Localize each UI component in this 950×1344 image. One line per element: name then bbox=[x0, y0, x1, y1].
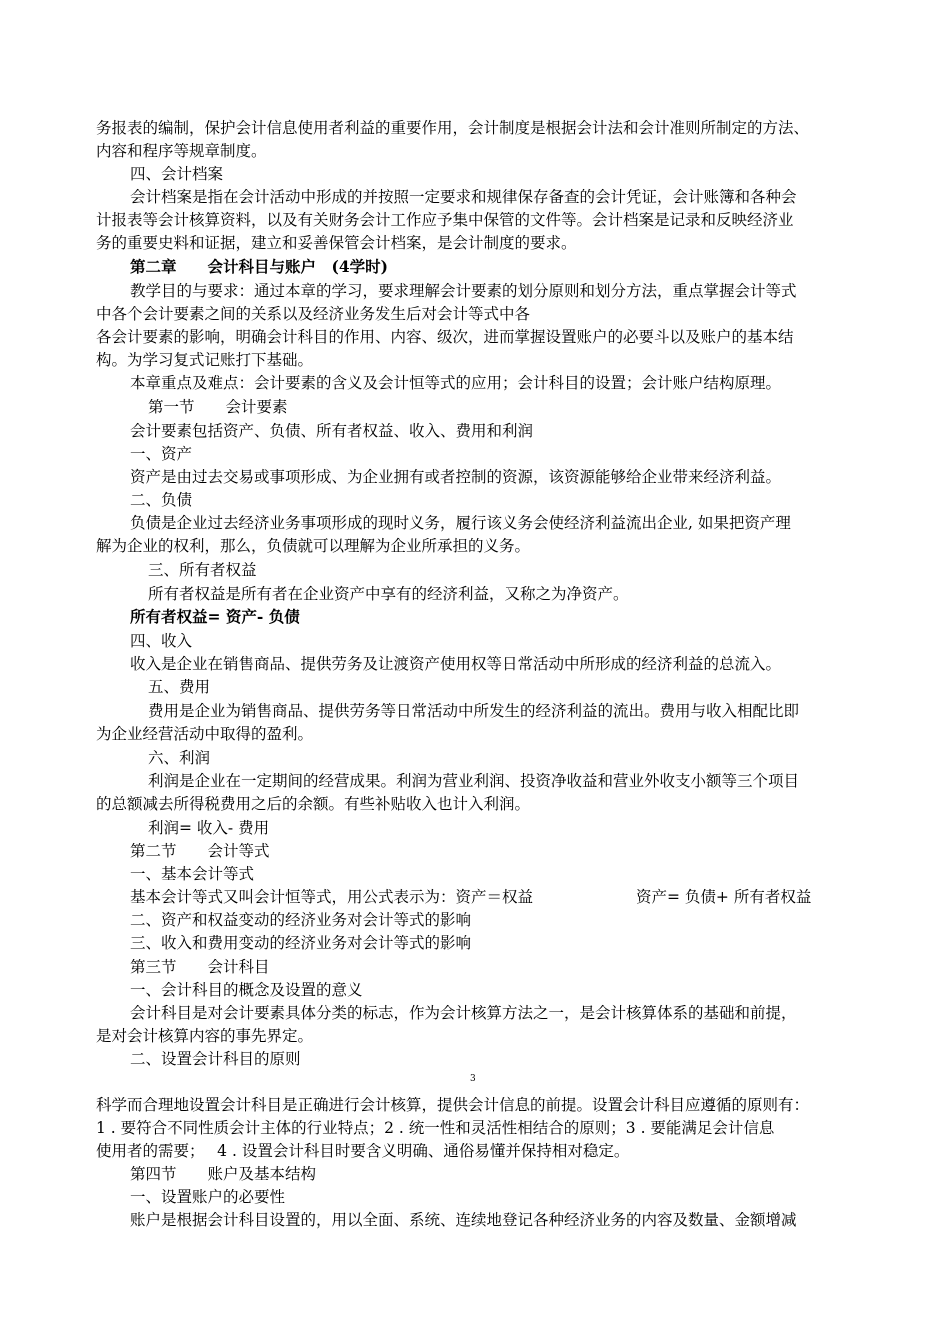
section-heading: 第二节 会计等式 bbox=[130, 842, 270, 860]
section-heading: 五、费用 bbox=[148, 678, 211, 696]
text-line: 的总额减去所得税费用之后的余额。有些补贴收入也计入利润。 bbox=[96, 795, 531, 813]
text-line: 收入是企业在销售商品、提供劳务及让渡资产使用权等日常活动中所形成的经济利益的总流入。 bbox=[130, 655, 782, 673]
text-line: 会计要素包括资产、负债、所有者权益、收入、费用和利润 bbox=[130, 422, 534, 440]
text-line: 为企业经营活动中取得的盈利。 bbox=[96, 725, 314, 743]
text-line: 会计科目是对会计要素具体分类的标志，作为会计核算方法之一，是会计核算体系的基础和前提， bbox=[130, 1004, 797, 1022]
section-heading: 第一节 会计要素 bbox=[148, 398, 288, 416]
text-line: 务的重要史料和证据，建立和妥善保管会计档案，是会计制度的要求。 bbox=[96, 234, 577, 252]
section-heading: 一、资产 bbox=[130, 445, 193, 463]
section-heading: 六、利润 bbox=[148, 749, 211, 767]
text-line: 中各个会计要素之间的关系以及经济业务发生后对会计等式中各 bbox=[96, 305, 531, 323]
section-heading: 一、设置账户的必要性 bbox=[130, 1188, 286, 1206]
section-heading: 一、基本会计等式 bbox=[130, 865, 255, 883]
formula-basic: 资产= 负债+ 所有者权益 bbox=[636, 888, 812, 906]
section-heading: 第三节 会计科目 bbox=[130, 958, 270, 976]
text-line: 本章重点及难点：会计要素的含义及会计恒等式的应用；会计科目的设置；会计账户结构原理。 bbox=[130, 374, 782, 392]
chapter-heading: 第二章 会计科目与账户 (4学时) bbox=[130, 257, 388, 276]
text-line: 解为企业的权利，那么，负债就可以理解为企业所承担的义务。 bbox=[96, 537, 531, 555]
text-line: 各会计要素的影响，明确会计科目的作用、内容、级次，进而掌握设置账户的必要斗以及账户的基本结 bbox=[96, 328, 794, 346]
section-heading: 三、所有者权益 bbox=[148, 561, 257, 579]
section-heading: 四、会计档案 bbox=[130, 165, 224, 183]
text-line: 教学目的与要求：通过本章的学习，要求理解会计要素的划分原则和划分方法，重点掌握会计等式 bbox=[130, 282, 797, 300]
section-heading: 第四节 账户及基本结构 bbox=[130, 1165, 317, 1183]
text-line: 科学而合理地设置会计科目是正确进行会计核算，提供会计信息的前提。设置会计科目应遵循的原则有： bbox=[96, 1096, 810, 1114]
text-line: 务报表的编制，保护会计信息使用者利益的重要作用，会计制度是根据会计法和会计准则所制定的方法、 bbox=[96, 119, 810, 137]
section-heading: 一、会计科目的概念及设置的意义 bbox=[130, 981, 363, 999]
text-line: 利润是企业在一定期间的经营成果。利润为营业利润、投资净收益和营业外收支小额等三个项目 bbox=[148, 772, 800, 790]
text-line: 内容和程序等规章制度。 bbox=[96, 142, 267, 160]
text-line: 构。为学习复式记账打下基础。 bbox=[96, 351, 314, 369]
text-line: 基本会计等式又叫会计恒等式，用公式表示为：资产＝权益 bbox=[130, 888, 534, 906]
section-heading: 二、资产和权益变动的经济业务对会计等式的影响 bbox=[130, 911, 472, 929]
page-number: 3 bbox=[470, 1074, 476, 1084]
section-heading: 二、设置会计科目的原则 bbox=[130, 1050, 301, 1068]
section-heading: 三、收入和费用变动的经济业务对会计等式的影响 bbox=[130, 934, 472, 952]
section-heading: 二、负债 bbox=[130, 491, 193, 509]
text-line: 负债是企业过去经济业务事项形成的现时义务，履行该义务会使经济利益流出企业, 如果把资产理 bbox=[130, 514, 791, 532]
text-line: 账户是根据会计科目设置的，用以全面、系统、连续地登记各种经济业务的内容及数量、金额增减 bbox=[130, 1211, 797, 1229]
text-line: 资产是由过去交易或事项形成、为企业拥有或者控制的资源，该资源能够给企业带来经济利益。 bbox=[130, 468, 782, 486]
text-line: 1 . 要符合不同性质会计主体的行业特点；2 . 统一性和灵活性相结合的原则；3 . 要能满足会计信息 bbox=[96, 1119, 775, 1137]
formula-profit: 利润= 收入- 费用 bbox=[148, 819, 270, 837]
text-line: 费用是企业为销售商品、提供劳务等日常活动中所发生的经济利益的流出。费用与收入相配比即 bbox=[148, 702, 800, 720]
text-line: 是对会计核算内容的事先界定。 bbox=[96, 1027, 314, 1045]
text-line: 所有者权益是所有者在企业资产中享有的经济利益，又称之为净资产。 bbox=[148, 585, 629, 603]
text-line: 会计档案是指在会计活动中形成的并按照一定要求和规律保存备查的会计凭证，会计账簿和各种会 bbox=[130, 188, 797, 206]
text-line: 使用者的需要； 4 . 设置会计科目时要含义明确、通俗易懂并保持相对稳定。 bbox=[96, 1142, 630, 1160]
formula-equity: 所有者权益= 资产- 负债 bbox=[130, 607, 300, 626]
text-line: 计报表等会计核算资料，以及有关财务会计工作应予集中保管的文件等。会计档案是记录和反映经济业 bbox=[96, 211, 794, 229]
section-heading: 四、收入 bbox=[130, 632, 193, 650]
